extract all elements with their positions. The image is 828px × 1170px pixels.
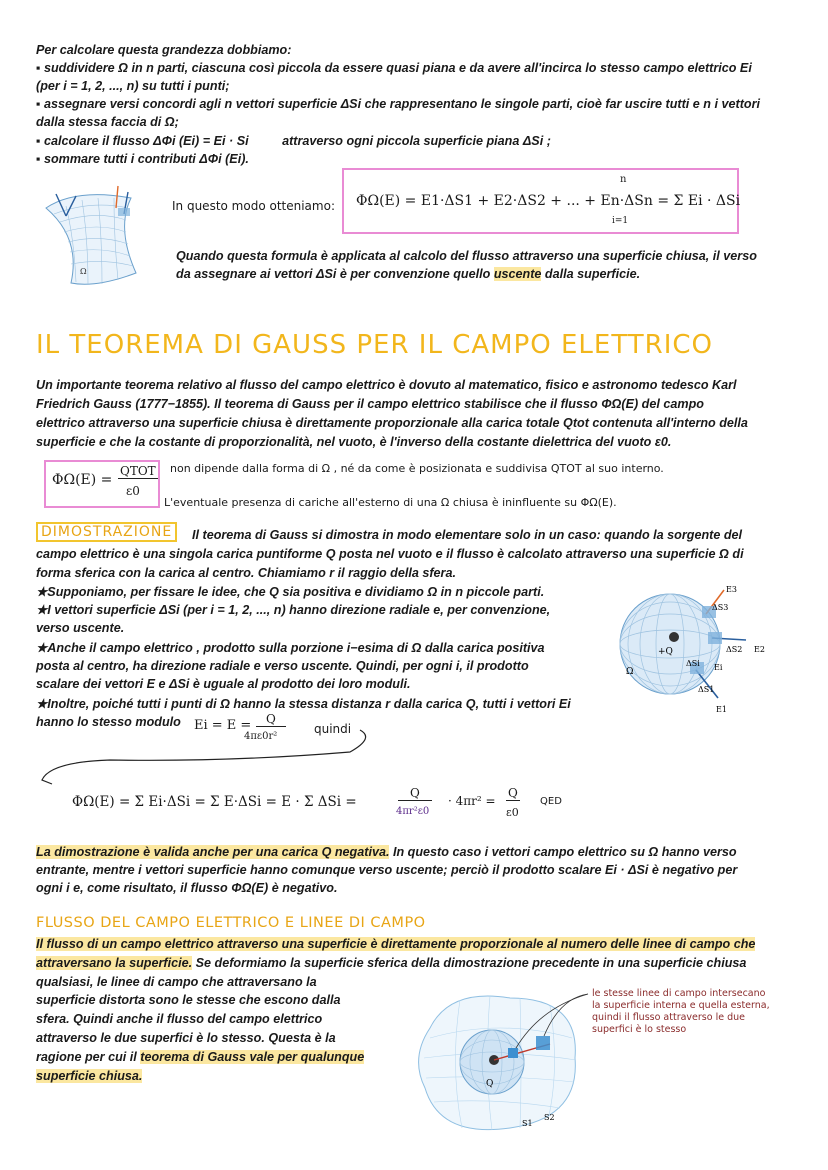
gauss-text-4: superficie e che la costante di proporzionalità, nel vuoto, è l'inverso della costante dielettrica del vuoto ε0.	[36, 435, 672, 449]
ds2-label: ΔS2	[726, 645, 743, 654]
bullet-flux-formula: ▪ calcolare il flusso ΔΦi (Ei) = Ei · Si	[36, 134, 249, 148]
negative-line-2: entrante, mentre i vettori superficie hanno comunque verso uscente; perciò il prodotto scalare Ei · ΔSi è negativo per	[36, 863, 738, 877]
surface-figure	[36, 178, 154, 290]
demo-step-4b: hanno lo stesso modulo	[36, 715, 181, 729]
bullet-subdivide-cont: (per i = 1, 2, ..., n) su tutti i punti;	[36, 79, 230, 93]
plus-q-label: +Q	[658, 647, 673, 657]
demo-step-4a: ★Inoltre, poiché tutti i punti di Ω hanno la stessa distanza r dalla carica Q, tutti i vettori Ei	[36, 697, 571, 711]
gauss-lhs: ΦΩ(E) =	[52, 472, 113, 488]
demo-step-2b: verso uscente.	[36, 621, 125, 635]
negative-line-1	[36, 844, 737, 862]
formula-lead: In questo modo otteniamo:	[172, 199, 335, 213]
omega-sphere-label: Ω	[626, 667, 634, 677]
chain-den: 4πr²ε0	[396, 806, 430, 817]
bullet-subdivide: ▪ suddividere Ω in n parti, ciascuna così piccola da essere quasi piana e da avere all'incirca lo stesso campo elettrico Ei	[36, 61, 752, 75]
quindi-arrow	[30, 722, 380, 792]
closed-surface-text-2	[176, 266, 640, 284]
lines-text-4: superficie distorta sono le stesse che escono dalla	[36, 993, 341, 1007]
demo-label: DIMOSTRAZIONE	[36, 522, 177, 542]
modulo-den: 4πε0r²	[244, 731, 278, 742]
demo-step-1: ★Supponiamo, per fissare le idee, che Q sia positiva e dividiamo Ω in n piccole parti.	[36, 585, 545, 599]
lines-highlight-4: superficie chiusa.	[36, 1069, 143, 1083]
quindi-word: quindi	[314, 722, 352, 736]
closed-surface-text-1: Quando questa formula è applicata al calcolo del flusso attraverso una superficie chiusa, il verso	[176, 249, 757, 263]
gauss-text-3: elettrico attraverso una superficie chiusa è direttamente proporzionale alla carica totale Qtot contenuta all'interno della	[36, 416, 748, 430]
figure-note-1: le stesse linee di campo intersecano	[592, 988, 766, 999]
s2-label: S2	[544, 1113, 555, 1122]
gauss-text-2: Friedrich Gauss (1777−1855). Il teorema di Gauss per il campo elettrico stabilisce che il flusso ΦΩ(E) del campo	[36, 397, 704, 411]
figure-note-2: la superficie interna e quella esterna,	[592, 1000, 770, 1011]
flux-formula: ΦΩ(E) = E1·ΔS1 + E2·ΔS2 + ... + En·ΔSn = Σ Ei · ΔSi	[356, 193, 741, 209]
figure-note-3: quindi il flusso attraverso le due	[592, 1012, 745, 1023]
demo-step-2a: ★I vettori superficie ΔSi (per i = 1, 2, ..., n) hanno direzione radiale e, per convenzione,	[36, 603, 551, 617]
gauss-note-2: L'eventuale presenza di cariche all'esterno di una Ω chiusa è ininfluente su ΦΩ(E).	[164, 496, 617, 509]
lines-text-2-rest: Se deformiamo la superficie sferica della dimostrazione precedente in una superficie chiusa	[192, 956, 747, 970]
lines-text-8	[36, 1068, 142, 1086]
sum-top: n	[620, 174, 627, 185]
modulo-lhs: Ei = E =	[194, 718, 252, 733]
negative-line-3: ogni i e, come risultato, il flusso ΦΩ(E) è negativo.	[36, 881, 338, 895]
chain-tail: · 4πr² =	[448, 794, 496, 808]
closed-surface-text-2a: da assegnare ai vettori ΔSi è per convenzione quello	[176, 267, 494, 281]
omega-label: Ω	[80, 267, 87, 276]
heading-gauss: IL TEOREMA DI GAUSS PER IL CAMPO ELETTRICO	[36, 330, 713, 360]
demo-line-1: Il teorema di Gauss si dimostra in modo elementare solo in un caso: quando la sorgente del	[192, 528, 743, 542]
dsi-label: ΔSi	[686, 659, 700, 668]
qed-mark: QED	[540, 796, 562, 807]
demo-line-2: campo elettrico è una singola carica puntiforme Q posta nel vuoto e il flusso è calcolato attraverso una superficie Ω di	[36, 547, 744, 561]
lines-highlight-2: attraversano la superficie.	[36, 956, 193, 970]
lines-highlight-1: Il flusso di un campo elettrico attraverso una superficie è direttamente proporzionale al numero delle linee di campo che	[36, 937, 756, 951]
ds1-label: ΔS1	[698, 685, 715, 694]
bullet-orient: ▪ assegnare versi concordi agli n vettori superficie ΔSi che rappresentano le singole parti, cioè far uscire tutti e n i vettori	[36, 97, 760, 111]
negative-line-1-rest: In questo caso i vettori campo elettrico su Ω hanno verso	[389, 845, 737, 859]
lines-text-1	[36, 936, 755, 954]
final-den: ε0	[506, 806, 519, 819]
modulo-num: Q	[256, 712, 286, 727]
sphere-figure	[606, 580, 786, 720]
bullet-orient-cont: dalla stessa faccia di Ω;	[36, 115, 179, 129]
chain-equation: ΦΩ(E) = Σ Ei·ΔSi = Σ E·ΔSi = E · Σ ΔSi =	[72, 794, 357, 810]
negative-highlight: La dimostrazione è valida anche per una carica Q negativa.	[36, 845, 390, 859]
bullet-flux-text: attraverso ogni piccola superficie piana ΔSi ;	[282, 134, 551, 148]
gauss-note-1: non dipende dalla forma di Ω , né da come è posizionata e suddivisa QTOT al suo interno.	[170, 462, 664, 475]
e1-label: E1	[716, 705, 727, 714]
ei-label: Ei	[714, 663, 723, 672]
heading-field-lines: FLUSSO DEL CAMPO ELETTRICO E LINEE DI CAMPO	[36, 915, 426, 931]
bullet-sum: ▪ sommare tutti i contributi ΔΦi (Ei).	[36, 152, 249, 166]
highlight-uscente: uscente	[493, 267, 542, 281]
gauss-text-1: Un importante teorema relativo al flusso del campo elettrico è dovuto al matematico, fisico e astronomo tedesco Karl	[36, 378, 737, 392]
lines-text-2	[36, 955, 746, 973]
demo-step-3a: ★Anche il campo elettrico , prodotto sulla porzione i−esima di Ω dalla carica positiva	[36, 641, 545, 655]
intro-line: Per calcolare questa grandezza dobbiamo:	[36, 43, 292, 57]
demo-line-3: forma sferica con la carica al centro. Chiamiamo r il raggio della sfera.	[36, 566, 456, 580]
demo-step-3b: posta al centro, ha direzione radiale e verso uscente. Quindi, per ogni i, il prodotto	[36, 659, 529, 673]
s1-label: S1	[522, 1119, 533, 1128]
bullet-flux	[36, 133, 551, 151]
lines-text-6: attraverso le due superfici è lo stesso. Questa è la	[36, 1031, 336, 1045]
figure-note-4: superfici è lo stesso	[592, 1024, 687, 1035]
gauss-den: ε0	[126, 484, 140, 498]
ds3-label: ΔS3	[712, 603, 729, 612]
lines-text-5: sfera. Quindi anche il flusso del campo elettrico	[36, 1012, 323, 1026]
lines-text-3: qualsiasi, le linee di campo che attraversano la	[36, 975, 317, 989]
demo-step-3c: scalare dei vettori E e ΔSi è uguale al prodotto dei loro moduli.	[36, 677, 411, 691]
e2-label: E2	[754, 645, 765, 654]
q-label: Q	[486, 1079, 494, 1089]
closed-surface-text-2b: dalla superficie.	[541, 267, 641, 281]
lines-text-7a: ragione per cui il	[36, 1050, 141, 1064]
final-num: Q	[508, 786, 518, 800]
deformed-surface-figure	[410, 978, 590, 1138]
sum-bottom: i=1	[612, 216, 629, 226]
e3-label: E3	[726, 585, 737, 594]
chain-num: Q	[398, 786, 432, 801]
lines-text-7	[36, 1049, 364, 1067]
gauss-num: QTOT	[120, 464, 156, 478]
lines-highlight-3: teorema di Gauss vale per qualunque	[140, 1050, 365, 1064]
